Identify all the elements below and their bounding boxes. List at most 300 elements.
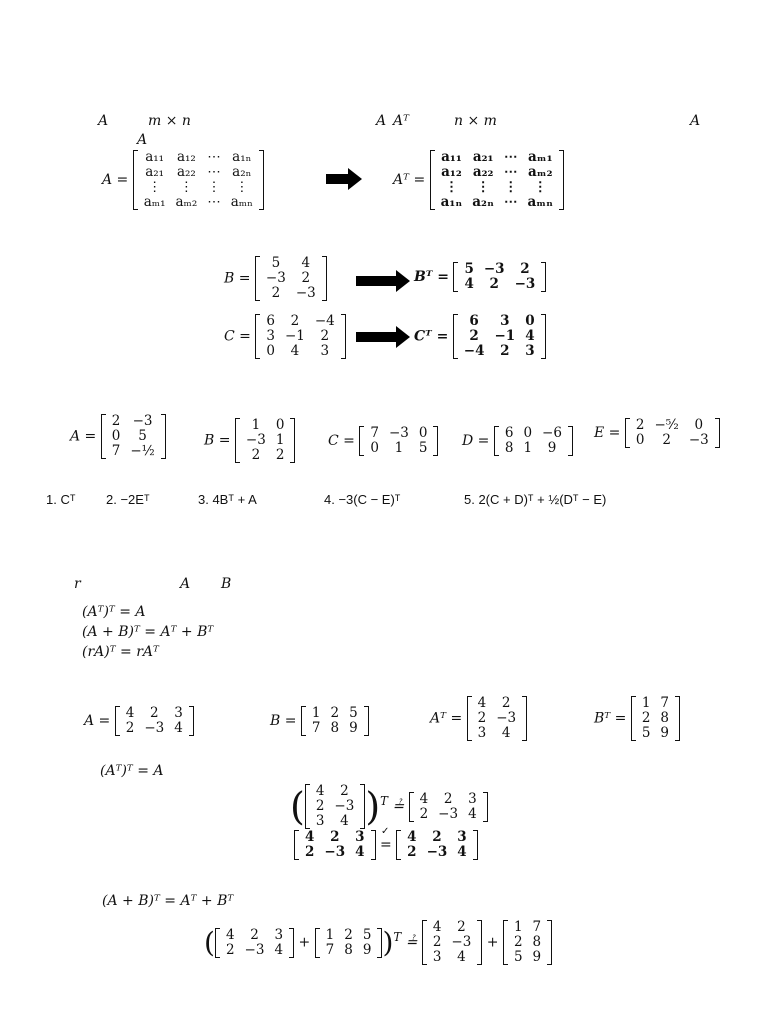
check2-m2-table [321,928,377,958]
matrix-cell: −3 [144,720,165,736]
exercise-a [70,414,166,459]
matrix-cell: 5 [271,255,281,271]
matrix-cell: 0 [525,313,535,329]
matrix-cell: 0 [111,428,121,444]
matrix-cell: 4 [468,805,477,822]
matrix-cell: 5 [513,949,523,965]
matrix-cell: ⋮ [476,179,490,195]
matrix-cell: 4 [432,919,442,935]
check1-question-eq: ≟ [392,798,405,815]
intro-symbol-a-2: A [376,113,387,129]
matrix-cell: ⋮ [533,179,548,195]
matrix-cell: 2 [290,313,300,329]
matrix-cell: 2 [407,844,417,860]
matrix-row [311,814,360,829]
intro-dims-mn: m × n [148,113,191,129]
exercise-c-lhs: C = [328,433,355,449]
general-matrix-at [393,150,564,210]
matrix-cell: aₘₙ [230,194,253,210]
matrix-cell: ⋯ [503,164,518,180]
matrix-cell: ⋮ [235,179,249,195]
matrix-cell: 2 [301,270,311,286]
matrix-cell: aₘ₂ [175,194,198,210]
matrix-cell: 4 [301,255,311,271]
matrix-row [509,935,546,950]
matrix-cell: 3 [468,790,477,807]
matrix-row [500,426,567,441]
matrix-cell: aₘ₁ [528,149,553,165]
matrix-cell: 4 [355,844,365,860]
matrix-cell: 7 [532,919,542,935]
matrix-row [436,150,558,165]
example-ct-lhs: Cᵀ = [414,328,449,345]
check2-question-eq: ≟ [405,934,418,951]
matrix-cell: −3 [334,798,355,814]
right-paren: ) [365,784,381,829]
matrix-cell: −3 [295,285,316,301]
matrix-cell: 3 [315,813,325,829]
verify-at-matrix [467,696,528,741]
exercise-b-table [241,418,290,463]
matrix-cell: 3 [174,705,183,721]
example-c-lhs: C = [224,328,251,345]
intro-dims-nm: n × m [454,113,497,129]
matrix-cell: 3 [457,829,467,845]
check2-r2-table [509,920,546,965]
matrix-cell: a₂₁ [472,149,494,165]
matrix-cell: 2 [457,919,466,935]
intro-symbol-at: Aᵀ [393,113,409,129]
matrix-cell: 5 [362,926,372,943]
matrix-cell: 1 [251,417,261,433]
check1-res-l-table [300,830,370,860]
problem-1: 1. Cᵀ [46,492,76,507]
matrix-cell: 2 [513,934,523,950]
verify-b-lhs: B = [270,713,297,729]
matrix-cell: 2 [111,413,121,429]
verify-at-table [473,696,522,741]
exercise-b-matrix [235,418,296,463]
matrix-cell: −3 [451,934,472,950]
exercise-e-table [631,418,714,448]
exercise-a-matrix [101,414,166,459]
check2-r1-matrix [422,920,483,965]
matrix-cell: 3 [432,949,442,965]
matrix-cell: 3 [266,328,275,344]
matrix-cell: ⋮ [147,179,162,195]
matrix-cell: aₘ₂ [528,164,553,180]
matrix-row [436,195,558,210]
matrix-row [473,726,522,741]
check2-line [204,920,552,965]
matrix-cell: ⋮ [179,179,194,195]
check1-inner-matrix [305,784,366,829]
matrix-row [261,329,339,344]
exercise-e-lhs: E = [594,425,621,441]
example-b-matrix [255,256,327,301]
check1-title: (Aᵀ)ᵀ = A [100,763,164,779]
matrix-cell: a₂₁ [145,164,165,180]
left-paren: ( [204,926,215,959]
verify-at-lhs: Aᵀ = [430,710,463,727]
check2-r2-matrix [503,920,552,965]
problem-5: 5. 2(C + D)ᵀ + ½(Dᵀ − E) [464,492,607,507]
matrix-cell: aₘₙ [527,194,554,210]
matrix-cell: 3 [320,343,330,359]
exercise-e [594,418,720,448]
matrix-row [241,433,290,448]
matrix-row [459,262,540,277]
matrix-row [428,950,477,965]
example-bt [414,262,546,292]
matrix-cell: 0 [370,440,379,456]
matrix-row [365,426,432,441]
matrix-cell: −1 [284,328,305,344]
matrix-cell: −3 [483,261,505,277]
matrix-cell: 4 [525,328,535,344]
matrix-cell: 4 [340,813,349,829]
verify-b [270,706,369,736]
matrix-row [261,271,321,286]
matrix-cell: 9 [532,949,542,965]
general-matrix-a [102,150,264,210]
matrix-cell: 2 [443,790,453,807]
matrix-row [459,329,540,344]
matrix-cell: 3 [500,313,510,329]
matrix-row [459,277,540,292]
matrix-row [428,935,477,950]
example-b-lhs: B = [224,270,251,287]
matrix-cell: 0 [694,417,704,433]
matrix-cell: 2 [641,710,651,726]
exercise-c [328,426,438,456]
matrix-row [221,943,288,958]
problem-3: 3. 4Bᵀ + A [198,492,257,507]
matrix-cell: 0 [266,343,275,359]
general-at-matrix [430,150,564,210]
matrix-row [107,414,160,429]
example-bt-table [459,262,540,292]
exercise-a-lhs: A = [70,428,97,445]
matrix-cell: 4 [290,343,300,359]
matrix-cell: 8 [660,710,669,726]
matrix-cell: 2 [320,328,330,344]
matrix-cell: 7 [311,720,321,736]
matrix-cell: −3 [426,844,448,860]
matrix-cell: a₁ₙ [440,194,463,210]
check1-line1 [290,784,488,829]
matrix-cell: 2 [432,829,442,845]
prop-symbol-r: r [74,576,81,592]
matrix-row [509,950,546,965]
matrix-cell: 2 [225,941,235,958]
matrix-cell: 1 [513,919,523,935]
matrix-row [473,711,522,726]
matrix-cell: 2 [150,705,159,721]
matrix-cell: 7 [370,425,379,441]
intro-symbol-a-4: A [137,132,148,148]
matrix-cell: 2 [275,447,285,463]
matrix-row [459,344,540,359]
matrix-cell: 0 [275,417,285,433]
matrix-cell: 4 [457,844,467,860]
matrix-row [637,726,674,741]
verify-b-matrix [301,706,369,736]
matrix-cell: 7 [111,443,121,459]
matrix-row [436,180,558,195]
matrix-cell: 7 [660,695,669,711]
matrix-row [365,441,432,456]
property-2: (A + B)ᵀ = Aᵀ + Bᵀ [82,624,214,640]
verify-a-matrix [115,706,194,736]
matrix-cell: 2 [250,926,259,943]
matrix-cell: 9 [349,720,358,736]
verify-a [84,706,194,736]
exercise-d-matrix [494,426,573,456]
matrix-cell: a₂ₙ [232,164,252,180]
matrix-cell: 4 [225,926,235,943]
example-ct-matrix [453,314,546,359]
matrix-cell: 9 [547,440,557,456]
check-mark-icon: ✓ [380,826,390,837]
general-at-table [436,150,558,210]
exercise-d [462,426,573,456]
matrix-cell: 2 [330,829,340,845]
check1-result-left [294,830,376,860]
matrix-cell: ⋯ [503,149,518,165]
example-b [224,256,327,301]
matrix-row [311,784,360,799]
matrix-cell: 4 [125,705,135,721]
example-c [224,314,346,359]
matrix-cell: 2 [489,276,499,292]
matrix-cell: 1 [311,705,321,721]
matrix-cell: 2 [520,261,530,277]
matrix-cell: 1 [394,440,404,456]
matrix-cell: 5 [641,725,651,741]
matrix-cell: 2 [330,705,340,721]
matrix-cell: 8 [532,934,542,950]
example-ct-table [459,314,540,359]
matrix-row [107,429,160,444]
matrix-row [261,314,339,329]
intro-symbol-a: A [98,113,109,129]
matrix-cell: 6 [266,313,275,329]
matrix-cell: 1 [523,440,533,456]
matrix-row [509,920,546,935]
matrix-row [221,928,288,943]
matrix-cell: −6 [542,425,562,441]
matrix-cell: ⋯ [503,194,518,210]
exercise-a-table [107,414,160,459]
matrix-cell: 5 [464,261,474,277]
matrix-cell: −3 [245,432,266,448]
matrix-cell: −3 [514,276,536,292]
problem-2: 2. −2Eᵀ [106,492,150,507]
exercise-e-matrix [625,418,720,448]
exercise-c-matrix [359,426,438,456]
check2-sup: T [393,929,402,944]
left-paren: ( [290,784,305,829]
matrix-cell: 2 [305,844,315,860]
matrix-cell: 4 [305,829,315,845]
check1-ok-eq: = [379,837,392,853]
matrix-cell: 4 [274,941,284,958]
exercise-c-table [365,426,432,456]
matrix-cell: 4 [464,276,474,292]
matrix-cell: −⁵⁄₂ [654,417,679,433]
matrix-row [300,830,370,845]
matrix-cell: 5 [138,428,147,444]
matrix-cell: aₘ₁ [143,194,166,210]
matrix-row [402,845,472,860]
example-b-table [261,256,321,301]
matrix-row [261,286,321,301]
matrix-row [307,706,363,721]
matrix-cell: 2 [662,432,671,448]
matrix-cell: 4 [501,725,511,741]
matrix-row [321,928,377,943]
matrix-row [107,444,160,459]
matrix-cell: 2 [500,343,510,359]
matrix-cell: 2 [125,720,135,736]
matrix-row [139,180,258,195]
matrix-cell: −3 [132,413,153,429]
check2-title: (A + B)ᵀ = Aᵀ + Bᵀ [102,893,234,909]
matrix-row [637,696,674,711]
matrix-cell: 3 [525,343,535,359]
matrix-cell: 4 [457,949,466,965]
matrix-cell: ⋮ [207,179,221,195]
matrix-cell: 9 [362,941,372,958]
verify-bt [594,696,680,741]
arrow-icon [326,168,362,190]
matrix-cell: ⋯ [207,194,221,210]
matrix-cell: 4 [174,720,183,736]
matrix-cell: 6 [504,425,514,441]
matrix-row [631,433,714,448]
check1-rhs-matrix [409,792,488,822]
check1-res-r-table [402,830,472,860]
arrow-icon [356,270,410,292]
exercise-b [204,418,295,463]
matrix-cell: a₂ₙ [472,194,494,210]
general-at-lhs: Aᵀ = [393,172,426,188]
matrix-row [631,418,714,433]
matrix-row [311,799,360,814]
matrix-row [241,418,290,433]
problem-4: 4. −3(C − E)ᵀ [324,492,401,507]
matrix-cell: 6 [469,313,479,329]
verify-bt-lhs: Bᵀ = [594,710,627,727]
matrix-cell: 9 [660,725,669,741]
matrix-row [637,711,674,726]
matrix-cell: a₁₁ [441,149,462,165]
matrix-cell: 8 [344,941,353,958]
check2-m2-matrix [315,928,383,958]
check1-sup: T [380,793,388,808]
matrix-cell: −1 [494,328,516,344]
general-a-matrix [133,150,264,210]
matrix-cell: ⋮ [503,179,518,195]
matrix-cell: a₁₁ [145,149,165,165]
general-a-lhs: A = [102,172,129,188]
exercise-d-lhs: D = [462,433,490,449]
matrix-cell: 1 [275,432,285,448]
matrix-cell: ⋯ [207,164,221,180]
matrix-row [261,344,339,359]
matrix-cell: ⋯ [207,149,221,165]
matrix-cell: 2 [251,447,261,463]
exercise-b-lhs: B = [204,432,231,449]
matrix-cell: 2 [340,783,349,799]
matrix-cell: 0 [523,425,533,441]
matrix-cell: 3 [355,829,365,845]
matrix-cell: 2 [432,934,442,950]
matrix-cell: −3 [244,941,265,958]
matrix-cell: −3 [388,425,409,441]
matrix-row [415,792,482,807]
matrix-row [500,441,567,456]
example-bt-lhs: Bᵀ = [414,269,449,285]
property-3: (rA)ᵀ = rAᵀ [82,644,159,660]
matrix-row [121,721,188,736]
matrix-row [139,150,258,165]
matrix-cell: 5 [418,440,428,456]
matrix-cell: −3 [496,710,517,726]
matrix-cell: −3 [265,270,286,286]
matrix-cell: 7 [325,941,335,958]
matrix-cell: a₂₂ [472,164,494,180]
general-a-table [139,150,258,210]
exercise-d-table [500,426,567,456]
matrix-cell: −3 [688,432,709,448]
matrix-cell: 2 [477,710,487,726]
matrix-cell: 1 [641,695,651,711]
verify-bt-matrix [631,696,680,741]
matrix-row [321,943,377,958]
check1-line2 [294,826,478,860]
matrix-cell: −3 [324,844,346,860]
matrix-row [139,165,258,180]
matrix-row [436,165,558,180]
example-bt-matrix [453,262,546,292]
matrix-cell: −3 [438,805,459,822]
matrix-cell: 4 [477,695,487,711]
check2-plus-1: + [298,934,311,951]
matrix-cell: a₁₂ [176,149,196,165]
matrix-row [473,696,522,711]
right-paren: ) [382,926,394,959]
matrix-cell: 3 [477,725,487,741]
matrix-cell: a₂₂ [176,164,196,180]
matrix-cell: 4 [419,790,429,807]
matrix-cell: 2 [501,695,511,711]
matrix-row [241,448,290,463]
matrix-row [415,807,482,822]
prop-symbol-a: A [180,576,191,592]
matrix-cell: ⋮ [444,179,459,195]
verify-b-table [307,706,363,736]
matrix-cell: 2 [419,805,429,822]
matrix-row [121,706,188,721]
example-ct [414,314,546,359]
matrix-cell: a₁ₙ [232,149,252,165]
matrix-row [307,721,363,736]
matrix-cell: 2 [635,417,645,433]
check1-rhs-table [415,792,482,822]
prop-symbol-b: B [221,576,232,592]
